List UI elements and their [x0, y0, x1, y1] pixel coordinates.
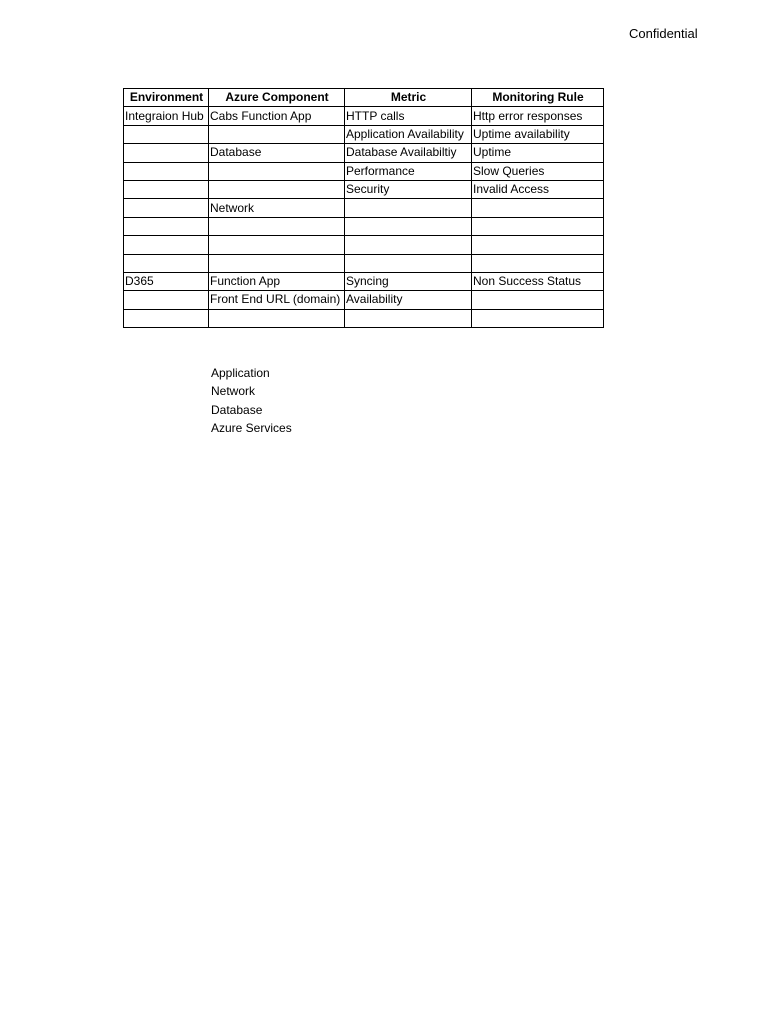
category-list	[211, 364, 292, 438]
cell-environment	[124, 217, 209, 235]
cell-monitoring-rule	[472, 291, 604, 309]
cell-metric: Security	[345, 180, 472, 198]
list-item: Network	[211, 384, 256, 399]
confidential-label: Confidential	[629, 26, 698, 41]
cell-monitoring-rule: Uptime availability	[472, 125, 604, 143]
cell-azure-component: Function App	[209, 272, 345, 290]
cell-environment	[124, 309, 209, 327]
cell-azure-component	[209, 309, 345, 327]
cell-monitoring-rule: Slow Queries	[472, 162, 604, 180]
cell-monitoring-rule	[472, 254, 604, 272]
cell-environment	[124, 144, 209, 162]
table-row	[124, 144, 604, 162]
monitoring-table	[123, 88, 604, 328]
cell-monitoring-rule	[472, 217, 604, 235]
column-header-metric: Metric	[345, 89, 472, 107]
cell-environment	[124, 254, 209, 272]
cell-metric	[345, 254, 472, 272]
cell-azure-component	[209, 162, 345, 180]
cell-environment	[124, 162, 209, 180]
column-header-environment: Environment	[124, 89, 209, 107]
table-row	[124, 254, 604, 272]
cell-metric: Database Availabiltiy	[345, 144, 472, 162]
cell-metric	[345, 199, 472, 217]
table-row	[124, 309, 604, 327]
list-item: Database	[211, 402, 263, 417]
cell-azure-component	[209, 217, 345, 235]
cell-azure-component: Front End URL (domain)	[209, 291, 345, 309]
cell-metric	[345, 309, 472, 327]
cell-azure-component: Cabs Function App	[209, 107, 345, 125]
table-row	[124, 162, 604, 180]
cell-monitoring-rule: Uptime	[472, 144, 604, 162]
cell-monitoring-rule: Invalid Access	[472, 180, 604, 198]
cell-azure-component	[209, 254, 345, 272]
cell-monitoring-rule	[472, 236, 604, 254]
cell-metric	[345, 217, 472, 235]
cell-monitoring-rule	[472, 309, 604, 327]
table-header-row	[124, 89, 604, 107]
list-item: Application	[211, 366, 270, 380]
table-row	[124, 217, 604, 235]
cell-metric: HTTP calls	[345, 107, 472, 125]
cell-monitoring-rule: Http error responses	[472, 107, 604, 125]
cell-metric	[345, 236, 472, 254]
cell-environment	[124, 199, 209, 217]
list-item: Azure Services	[211, 421, 292, 436]
cell-azure-component: Network	[209, 199, 345, 217]
cell-metric: Application Availability	[345, 125, 472, 143]
cell-environment: Integraion Hub	[124, 107, 209, 125]
cell-metric: Syncing	[345, 272, 472, 290]
cell-azure-component: Database	[209, 144, 345, 162]
cell-environment	[124, 291, 209, 309]
cell-environment: D365	[124, 272, 209, 290]
table-row	[124, 272, 604, 290]
cell-azure-component	[209, 125, 345, 143]
table-row	[124, 125, 604, 143]
table-row	[124, 236, 604, 254]
table-row	[124, 107, 604, 125]
cell-metric: Availability	[345, 291, 472, 309]
column-header-azure-component: Azure Component	[209, 89, 345, 107]
table-row	[124, 291, 604, 309]
cell-azure-component	[209, 180, 345, 198]
cell-monitoring-rule: Non Success Status	[472, 272, 604, 290]
cell-azure-component	[209, 236, 345, 254]
cell-environment	[124, 125, 209, 143]
cell-metric: Performance	[345, 162, 472, 180]
cell-environment	[124, 236, 209, 254]
table-row	[124, 180, 604, 198]
cell-monitoring-rule	[472, 199, 604, 217]
column-header-monitoring-rule: Monitoring Rule	[472, 89, 604, 107]
table-row	[124, 199, 604, 217]
cell-environment	[124, 180, 209, 198]
